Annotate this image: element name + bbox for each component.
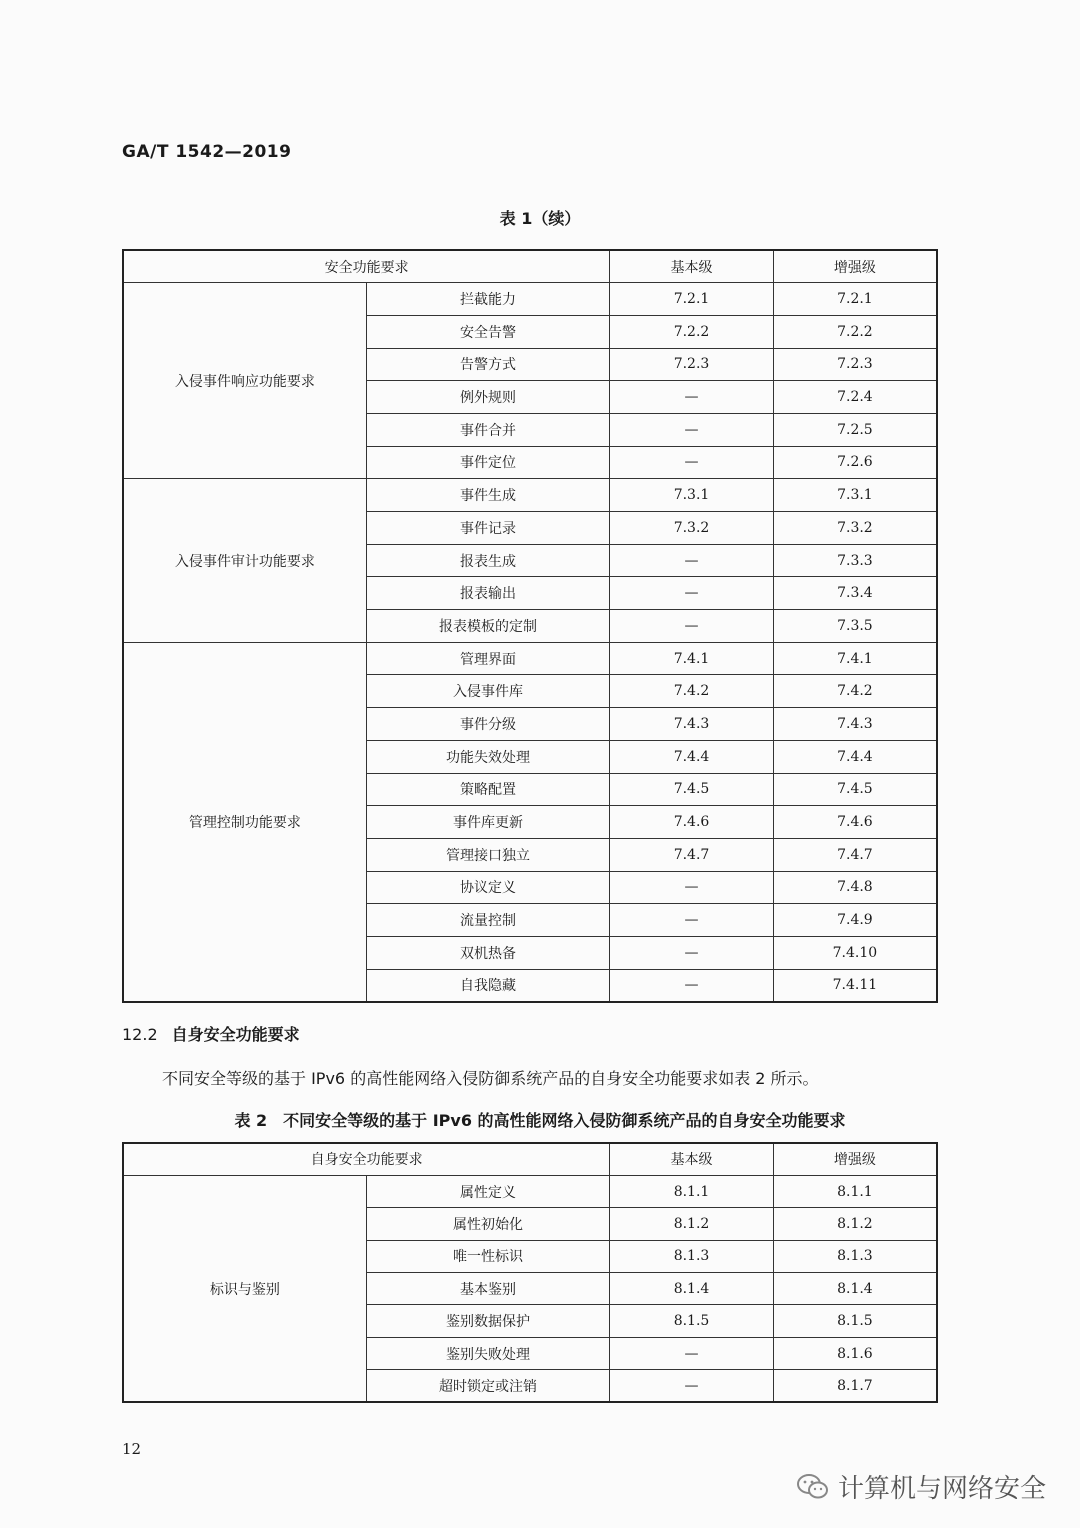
basic-level-cell: — <box>610 381 774 414</box>
table2-title: 表 2 不同安全等级的基于 IPv6 的高性能网络入侵防御系统产品的自身安全功能要求 <box>234 1111 846 1130</box>
section-paragraph: 不同安全等级的基于 IPv6 的高性能网络入侵防御系统产品的自身安全功能要求如表 2 所示。 <box>162 1069 819 1088</box>
group-name-cell: 入侵事件响应功能要求 <box>123 283 366 479</box>
item-cell: 自我隐藏 <box>366 969 609 1002</box>
item-cell: 报表模板的定制 <box>366 610 609 643</box>
enhanced-level-cell: 7.4.6 <box>773 806 937 839</box>
header-basic: 基本级 <box>610 1143 774 1175</box>
enhanced-level-cell: 8.1.5 <box>773 1305 937 1337</box>
basic-level-cell: 8.1.2 <box>610 1208 774 1240</box>
basic-level-cell: — <box>610 936 774 969</box>
item-cell: 流量控制 <box>366 904 609 937</box>
enhanced-level-cell: 8.1.4 <box>773 1273 937 1305</box>
basic-level-cell: — <box>610 413 774 446</box>
table-header-row <box>123 1143 937 1175</box>
standard-code: GA/T 1542—2019 <box>122 142 292 162</box>
basic-level-cell: — <box>610 904 774 937</box>
item-cell: 超时锁定或注销 <box>366 1370 609 1402</box>
basic-level-cell: — <box>610 871 774 904</box>
basic-level-cell: — <box>610 577 774 610</box>
basic-level-cell: 7.4.1 <box>610 642 774 675</box>
basic-level-cell: — <box>610 610 774 643</box>
basic-level-cell: 7.4.5 <box>610 773 774 806</box>
enhanced-level-cell: 7.3.4 <box>773 577 937 610</box>
item-cell: 例外规则 <box>366 381 609 414</box>
enhanced-level-cell: 7.4.1 <box>773 642 937 675</box>
basic-level-cell: 7.3.2 <box>610 512 774 545</box>
header-enhanced: 增强级 <box>773 1143 937 1175</box>
enhanced-level-cell: 7.3.2 <box>773 512 937 545</box>
table-row <box>123 283 937 316</box>
watermark <box>796 1468 1046 1505</box>
basic-level-cell: 7.4.2 <box>610 675 774 708</box>
basic-level-cell: — <box>610 1370 774 1402</box>
item-cell: 拦截能力 <box>366 283 609 316</box>
basic-level-cell: 8.1.5 <box>610 1305 774 1337</box>
item-cell: 告警方式 <box>366 348 609 381</box>
item-cell: 事件记录 <box>366 512 609 545</box>
enhanced-level-cell: 7.4.10 <box>773 936 937 969</box>
basic-level-cell: 7.2.3 <box>610 348 774 381</box>
enhanced-level-cell: 7.4.11 <box>773 969 937 1002</box>
basic-level-cell: 7.4.4 <box>610 740 774 773</box>
enhanced-level-cell: 7.2.5 <box>773 413 937 446</box>
header-requirement: 安全功能要求 <box>123 250 610 283</box>
enhanced-level-cell: 8.1.3 <box>773 1240 937 1272</box>
basic-level-cell: 7.2.1 <box>610 283 774 316</box>
enhanced-level-cell: 8.1.1 <box>773 1175 937 1207</box>
item-cell: 管理界面 <box>366 642 609 675</box>
table-row <box>123 1175 937 1207</box>
basic-level-cell: — <box>610 544 774 577</box>
enhanced-level-cell: 7.4.9 <box>773 904 937 937</box>
item-cell: 事件分级 <box>366 708 609 741</box>
basic-level-cell: 7.4.7 <box>610 838 774 871</box>
header-basic: 基本级 <box>610 250 774 283</box>
basic-level-cell: 7.4.3 <box>610 708 774 741</box>
basic-level-cell: — <box>610 1337 774 1369</box>
group-name-cell: 入侵事件审计功能要求 <box>123 479 366 642</box>
item-cell: 属性定义 <box>366 1175 609 1207</box>
enhanced-level-cell: 7.3.5 <box>773 610 937 643</box>
item-cell: 安全告警 <box>366 315 609 348</box>
enhanced-level-cell: 7.3.3 <box>773 544 937 577</box>
enhanced-level-cell: 7.4.2 <box>773 675 937 708</box>
wechat-icon <box>796 1472 830 1502</box>
group-name-cell: 标识与鉴别 <box>123 1175 366 1402</box>
item-cell: 管理接口独立 <box>366 838 609 871</box>
enhanced-level-cell: 7.2.3 <box>773 348 937 381</box>
header-requirement: 自身安全功能要求 <box>123 1143 610 1175</box>
basic-level-cell: 8.1.4 <box>610 1273 774 1305</box>
enhanced-level-cell: 7.4.4 <box>773 740 937 773</box>
item-cell: 事件定位 <box>366 446 609 479</box>
section-heading <box>122 1022 300 1045</box>
table-row <box>123 479 937 512</box>
item-cell: 事件库更新 <box>366 806 609 839</box>
enhanced-level-cell: 7.2.2 <box>773 315 937 348</box>
enhanced-level-cell: 7.2.6 <box>773 446 937 479</box>
item-cell: 报表输出 <box>366 577 609 610</box>
enhanced-level-cell: 8.1.7 <box>773 1370 937 1402</box>
basic-level-cell: — <box>610 969 774 1002</box>
enhanced-level-cell: 7.2.1 <box>773 283 937 316</box>
item-cell: 功能失效处理 <box>366 740 609 773</box>
item-cell: 策略配置 <box>366 773 609 806</box>
table-header-row <box>123 250 937 283</box>
enhanced-level-cell: 7.3.1 <box>773 479 937 512</box>
item-cell: 协议定义 <box>366 871 609 904</box>
item-cell: 入侵事件库 <box>366 675 609 708</box>
item-cell: 鉴别数据保护 <box>366 1305 609 1337</box>
group-name-cell: 管理控制功能要求 <box>123 642 366 1002</box>
basic-level-cell: 8.1.3 <box>610 1240 774 1272</box>
enhanced-level-cell: 7.2.4 <box>773 381 937 414</box>
item-cell: 基本鉴别 <box>366 1273 609 1305</box>
table-row <box>123 642 937 675</box>
item-cell: 双机热备 <box>366 936 609 969</box>
item-cell: 属性初始化 <box>366 1208 609 1240</box>
item-cell: 唯一性标识 <box>366 1240 609 1272</box>
table1-title: 表 1（续） <box>499 209 581 228</box>
item-cell: 鉴别失败处理 <box>366 1337 609 1369</box>
table2 <box>122 1142 938 1403</box>
enhanced-level-cell: 8.1.6 <box>773 1337 937 1369</box>
item-cell: 事件合并 <box>366 413 609 446</box>
item-cell: 事件生成 <box>366 479 609 512</box>
enhanced-level-cell: 8.1.2 <box>773 1208 937 1240</box>
basic-level-cell: 8.1.1 <box>610 1175 774 1207</box>
basic-level-cell: 7.3.1 <box>610 479 774 512</box>
enhanced-level-cell: 7.4.7 <box>773 838 937 871</box>
basic-level-cell: 7.4.6 <box>610 806 774 839</box>
basic-level-cell: 7.2.2 <box>610 315 774 348</box>
table1 <box>122 249 938 1003</box>
header-enhanced: 增强级 <box>773 250 937 283</box>
enhanced-level-cell: 7.4.8 <box>773 871 937 904</box>
item-cell: 报表生成 <box>366 544 609 577</box>
enhanced-level-cell: 7.4.5 <box>773 773 937 806</box>
watermark-text: 计算机与网络安全 <box>837 1474 1046 1504</box>
section-title: 自身安全功能要求 <box>171 1025 300 1044</box>
page-number: 12 <box>122 1440 142 1458</box>
basic-level-cell: — <box>610 446 774 479</box>
section-number: 12.2 <box>122 1025 158 1044</box>
enhanced-level-cell: 7.4.3 <box>773 708 937 741</box>
